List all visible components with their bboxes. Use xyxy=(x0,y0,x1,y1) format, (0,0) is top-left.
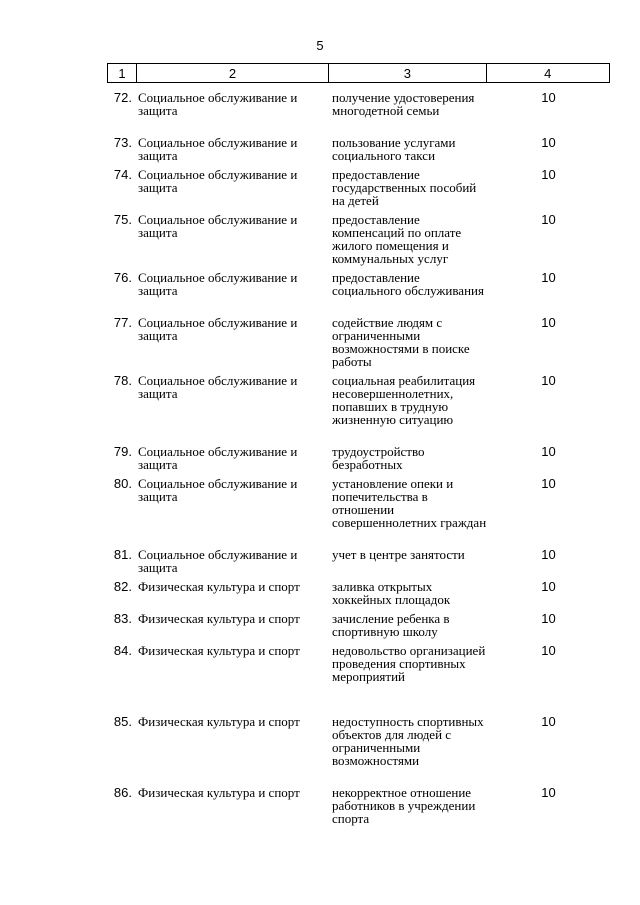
row-area: Физическая культура и спорт xyxy=(138,579,300,594)
row-days: 10 xyxy=(541,785,556,800)
row-topic: социальная реабилитация несовершеннолетних, попавших в трудную жизненную ситуацию xyxy=(332,373,476,427)
table-header xyxy=(107,63,610,83)
row-number: 85. xyxy=(113,714,132,729)
row-topic: получение удостоверения многодетной семьи xyxy=(332,90,475,118)
row-days: 10 xyxy=(541,167,556,182)
table-row xyxy=(107,445,610,477)
row-days: 10 xyxy=(541,212,556,227)
row-days: 10 xyxy=(541,135,556,150)
row-days: 10 xyxy=(541,373,556,388)
row-days: 10 xyxy=(541,714,556,729)
row-area: Физическая культура и спорт xyxy=(138,714,300,729)
table-row xyxy=(107,271,610,316)
row-area: Социальное обслуживание и защита xyxy=(138,90,298,118)
row-number: 86. xyxy=(113,785,132,800)
row-days: 10 xyxy=(541,270,556,285)
table-row xyxy=(107,168,610,213)
row-topic: трудоустройство безработных xyxy=(332,444,425,472)
row-area: Социальное обслуживание и защита xyxy=(138,212,298,240)
row-number: 80. xyxy=(113,476,132,491)
row-area: Социальное обслуживание и защита xyxy=(138,135,298,163)
row-number: 82. xyxy=(113,579,132,594)
table-row xyxy=(107,548,610,580)
row-days: 10 xyxy=(541,611,556,626)
row-topic: содействие людям с ограниченными возможностями в поиске работы xyxy=(332,315,470,369)
row-number: 84. xyxy=(113,643,132,658)
row-days: 10 xyxy=(541,444,556,459)
row-number: 76. xyxy=(113,270,132,285)
row-number: 75. xyxy=(113,212,132,227)
row-area: Социальное обслуживание и защита xyxy=(138,167,298,195)
header-col-2: 2 xyxy=(137,64,329,82)
table-row xyxy=(107,91,610,136)
row-topic: заливка открытых хоккейных площадок xyxy=(332,579,451,607)
row-days: 10 xyxy=(541,90,556,105)
row-topic: недовольство организацией проведения спортивных мероприятий xyxy=(332,643,486,684)
table-row xyxy=(107,786,610,831)
row-days: 10 xyxy=(541,579,556,594)
row-number: 73. xyxy=(113,135,132,150)
row-topic: зачисление ребенка в спортивную школу xyxy=(332,611,450,639)
header-col-1: 1 xyxy=(108,64,137,82)
header-col-3: 3 xyxy=(329,64,486,82)
row-topic: установление опеки и попечительства в отношении совершеннолетних граждан xyxy=(332,476,487,530)
row-number: 77. xyxy=(113,315,132,330)
appeals-table xyxy=(107,63,610,831)
row-number: 81. xyxy=(113,547,132,562)
row-number: 83. xyxy=(113,611,132,626)
row-area: Социальное обслуживание и защита xyxy=(138,476,298,504)
row-area: Социальное обслуживание и защита xyxy=(138,547,298,575)
table-row xyxy=(107,580,610,612)
row-area: Социальное обслуживание и защита xyxy=(138,270,298,298)
table-row xyxy=(107,715,610,786)
row-topic: некорректное отношение работников в учреждении спорта xyxy=(332,785,476,826)
table-body xyxy=(107,91,610,831)
row-topic: учет в центре занятости xyxy=(332,547,465,562)
row-days: 10 xyxy=(541,315,556,330)
row-number: 78. xyxy=(113,373,132,388)
table-row xyxy=(107,316,610,374)
table-row xyxy=(107,374,610,445)
row-number: 72. xyxy=(113,90,132,105)
row-number: 79. xyxy=(113,444,132,459)
page-number: 5 xyxy=(316,38,324,53)
row-topic: пользование услугами социального такси xyxy=(332,135,456,163)
row-topic: предоставление государственных пособий на детей xyxy=(332,167,477,208)
header-col-4: 4 xyxy=(544,65,552,81)
row-number: 74. xyxy=(113,167,132,182)
row-area: Социальное обслуживание и защита xyxy=(138,444,298,472)
row-days: 10 xyxy=(541,643,556,658)
table-row xyxy=(107,644,610,715)
row-area: Физическая культура и спорт xyxy=(138,611,300,626)
row-area: Социальное обслуживание и защита xyxy=(138,315,298,343)
row-days: 10 xyxy=(541,476,556,491)
row-area: Социальное обслуживание и защита xyxy=(138,373,298,401)
row-area: Физическая культура и спорт xyxy=(138,643,300,658)
row-days: 10 xyxy=(541,547,556,562)
table-row xyxy=(107,213,610,271)
table-row xyxy=(107,136,610,168)
row-topic: предоставление социального обслуживания xyxy=(332,270,484,298)
row-topic: предоставление компенсаций по оплате жилого помещения и коммунальных услуг xyxy=(332,212,462,266)
row-area: Физическая культура и спорт xyxy=(138,785,300,800)
table-row xyxy=(107,612,610,644)
table-row xyxy=(107,477,610,548)
row-topic: недоступность спортивных объектов для людей с ограниченными возможностями xyxy=(332,714,484,768)
